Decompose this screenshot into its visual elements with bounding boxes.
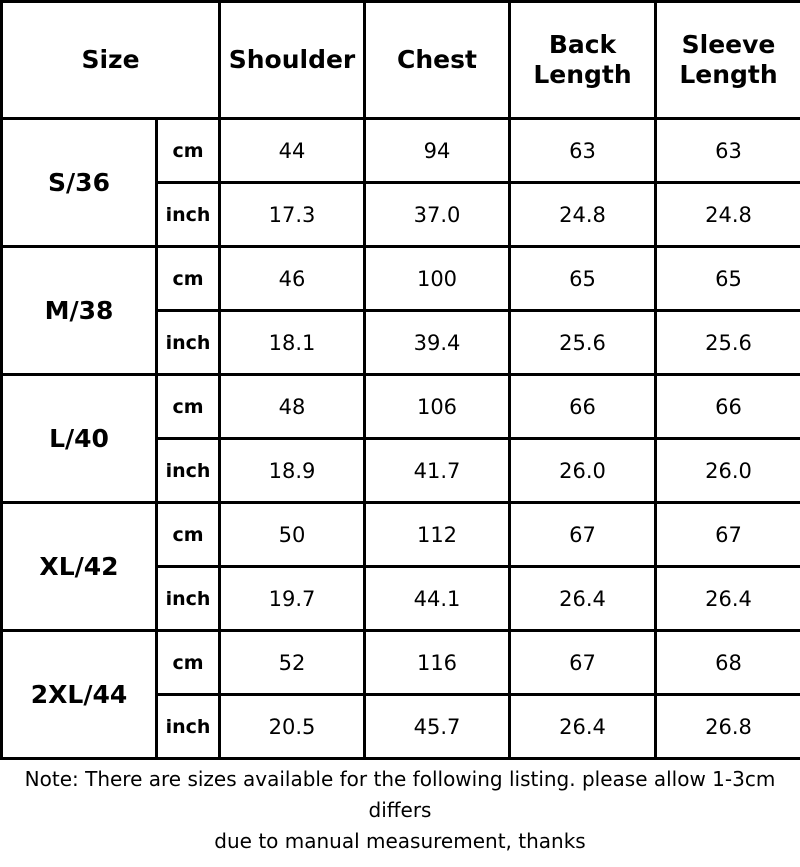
cell-shoulder-inch: 20.5 <box>220 695 365 759</box>
note-line-2: due to manual measurement, thanks <box>214 826 585 857</box>
measurement-note <box>0 760 800 867</box>
cell-back-length-inch: 26.4 <box>510 695 656 759</box>
cell-back-length-inch: 26.4 <box>510 567 656 631</box>
cell-chest-cm: 100 <box>365 247 510 311</box>
cell-chest-cm: 94 <box>365 119 510 183</box>
cell-sleeve-length-cm: 66 <box>656 375 800 439</box>
cell-chest-cm: 112 <box>365 503 510 567</box>
cell-sleeve-length-cm: 67 <box>656 503 800 567</box>
cell-sleeve-length-inch: 24.8 <box>656 183 800 247</box>
size-label-cell: S/36 <box>2 119 157 247</box>
unit-label-cm: cm <box>157 631 220 695</box>
table-row <box>2 631 800 695</box>
cell-chest-cm: 106 <box>365 375 510 439</box>
unit-label-cm: cm <box>157 247 220 311</box>
unit-label-inch: inch <box>157 311 220 375</box>
column-header-size: Size <box>2 2 220 119</box>
cell-chest-cm: 116 <box>365 631 510 695</box>
cell-shoulder-cm: 46 <box>220 247 365 311</box>
size-label-cell: XL/42 <box>2 503 157 631</box>
size-label-cell: 2XL/44 <box>2 631 157 759</box>
cell-sleeve-length-cm: 65 <box>656 247 800 311</box>
table-header-row <box>2 2 800 119</box>
unit-label-inch: inch <box>157 695 220 759</box>
cell-shoulder-cm: 50 <box>220 503 365 567</box>
cell-back-length-cm: 67 <box>510 631 656 695</box>
cell-back-length-inch: 24.8 <box>510 183 656 247</box>
column-header-shoulder: Shoulder <box>220 2 365 119</box>
cell-back-length-inch: 25.6 <box>510 311 656 375</box>
cell-sleeve-length-cm: 68 <box>656 631 800 695</box>
cell-shoulder-cm: 52 <box>220 631 365 695</box>
cell-shoulder-inch: 18.9 <box>220 439 365 503</box>
size-label-cell: M/38 <box>2 247 157 375</box>
unit-label-inch: inch <box>157 567 220 631</box>
note-line-1: Note: There are sizes available for the following listing. please allow 1-3cm differs <box>10 764 790 826</box>
cell-chest-inch: 37.0 <box>365 183 510 247</box>
column-header-sleeve-length: Sleeve Length <box>656 2 800 119</box>
cell-shoulder-inch: 17.3 <box>220 183 365 247</box>
cell-chest-inch: 41.7 <box>365 439 510 503</box>
cell-back-length-inch: 26.0 <box>510 439 656 503</box>
cell-chest-inch: 45.7 <box>365 695 510 759</box>
cell-shoulder-inch: 19.7 <box>220 567 365 631</box>
cell-shoulder-inch: 18.1 <box>220 311 365 375</box>
table-row <box>2 119 800 183</box>
size-label-cell: L/40 <box>2 375 157 503</box>
cell-back-length-cm: 66 <box>510 375 656 439</box>
column-header-back-length: Back Length <box>510 2 656 119</box>
cell-sleeve-length-inch: 25.6 <box>656 311 800 375</box>
unit-label-cm: cm <box>157 503 220 567</box>
table-row <box>2 247 800 311</box>
unit-label-cm: cm <box>157 375 220 439</box>
cell-sleeve-length-inch: 26.4 <box>656 567 800 631</box>
unit-label-inch: inch <box>157 439 220 503</box>
cell-shoulder-cm: 44 <box>220 119 365 183</box>
cell-sleeve-length-cm: 63 <box>656 119 800 183</box>
cell-sleeve-length-inch: 26.8 <box>656 695 800 759</box>
cell-back-length-cm: 67 <box>510 503 656 567</box>
cell-shoulder-cm: 48 <box>220 375 365 439</box>
column-header-chest: Chest <box>365 2 510 119</box>
cell-sleeve-length-inch: 26.0 <box>656 439 800 503</box>
cell-back-length-cm: 63 <box>510 119 656 183</box>
cell-chest-inch: 39.4 <box>365 311 510 375</box>
cell-back-length-cm: 65 <box>510 247 656 311</box>
table-row <box>2 375 800 439</box>
unit-label-inch: inch <box>157 183 220 247</box>
table-header <box>2 2 800 119</box>
unit-label-cm: cm <box>157 119 220 183</box>
table-row <box>2 503 800 567</box>
table-body <box>2 119 800 759</box>
cell-chest-inch: 44.1 <box>365 567 510 631</box>
